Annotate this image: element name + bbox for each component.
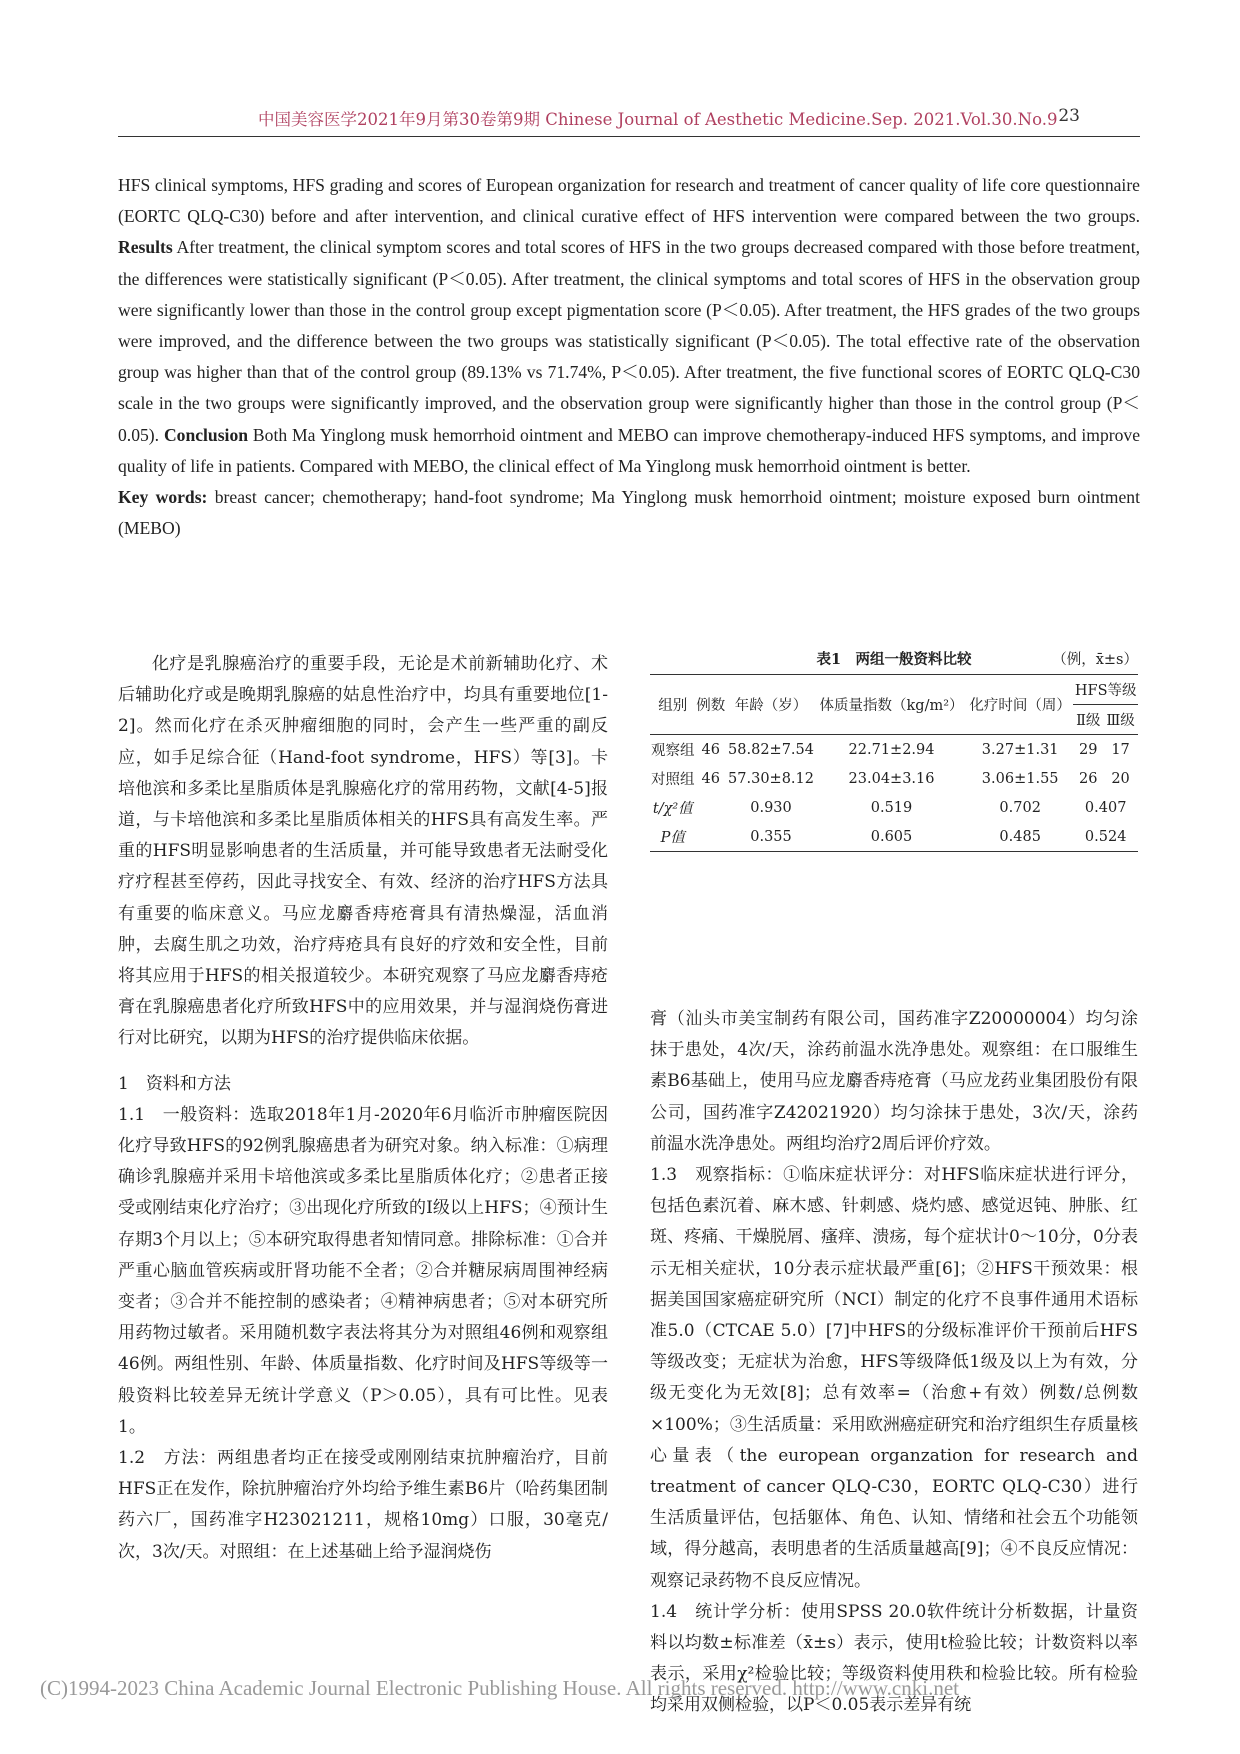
table-cell: 46 [701,741,720,758]
table-body [650,674,1138,852]
th-count: 例数 [696,675,726,735]
table-cell: 20 [1111,770,1130,787]
table-cell: 0.702 [999,799,1041,816]
table-cell: 0.605 [870,828,913,845]
keywords-label: Key words: [118,487,208,508]
table-cell: 17 [1111,741,1130,758]
table-cell: 对照组 [651,772,695,788]
table-cell: 0.524 [1084,828,1127,845]
keywords-text: breast cancer; chemotherapy; hand-foot syndrome; Ma Yinglong musk hemorrhoid ointment; moisture exposed burn ointment (MEBO) [118,487,1140,539]
table-title-text: 表1 两组一般资料比较 [816,651,972,668]
table-cell: 0.355 [750,828,792,845]
table-cell [696,793,726,822]
methods-continued: 膏（汕头市美宝制药有限公司，国药准字Z20000004）均匀涂抹于患处，4次/天，涂药前温水洗净患处。观察组：在口服维生素B6基础上，使用马应龙麝香痔疮膏（马应龙药业集团股份有限公司，国药准字Z42021920）均匀涂抹于患处，3次/天，涂药前温水洗净患处。两组均治疗2周后评价疗效。 [650,1009,1138,1154]
th-grade-2: Ⅱ级 [1073,705,1103,735]
conclusion-label: Conclusion [163,424,249,445]
section-1-4: 1.4 统计学分析：使用SPSS 20.0软件统计分析数据，计量资料以均数±标准差（x̄±s）表示，使用t检验比较；计数资料以率表示，采用χ²检验比较；等级资料使用秩和检验比较。所有检验均采用双侧检验，以P＜0.05表示差异有统 [650,1601,1138,1716]
table-cell: 57.30±8.12 [728,770,814,787]
th-chemo-time: 化疗时间（周） [967,675,1073,735]
table-cell [696,822,726,852]
keywords [118,482,1140,544]
table-1 [650,648,1138,852]
table-cell: P值 [660,830,685,846]
table-cell: 0.485 [999,828,1041,845]
right-column [650,1004,1138,1722]
table-cell: 29 [1079,741,1098,758]
th-grade-3: Ⅲ级 [1103,705,1138,735]
results-label: Results [118,237,173,258]
table-cell: 58.82±7.54 [728,741,814,758]
table-cell: t/χ²值 [652,801,693,817]
abstract-results-text: After treatment, the clinical symptom scores and total scores of HFS in the two groups decreased compared with those before treatment, the differences were statistically significant (P＜0.05). After treatment, the clinical symptoms and total scores of HFS in the observation group were significantly lower than those in the control group except pigmentation score (P＜0.05). After treatment, the HFS grades of the two groups were improved, and the difference between the two groups was statistically significant (P＜0.05). The total effective rate of the observation group was higher than that of the control group (89.13% vs 71.74%, P＜0.05). After treatment, the five functional scores of EORTC QLQ-C30 scale in the two groups were significantly improved, and the observation group were significantly higher than those in the control group (P＜0.05). [118,237,1140,445]
table-unit: （例，x̄±s） [1052,652,1138,668]
table-cell: 26 [1079,770,1098,787]
english-abstract [118,170,1140,544]
th-age: 年龄（岁） [726,675,816,735]
table-row [650,822,1138,852]
table-cell: 3.06±1.55 [981,770,1059,787]
table-cell: 0.930 [750,799,792,816]
left-column [118,649,608,1568]
table-row [650,793,1138,822]
table-cell: 46 [701,770,720,787]
abstract-conclusion-text: Both Ma Yinglong musk hemorrhoid ointment and MEBO can improve chemotherapy-induced HFS symptoms, and improve quality of life in patients. Compared with MEBO, the clinical effect of Ma Yinglong musk hemorrhoid ointment is better. [118,424,1141,476]
table-row [650,764,1138,793]
th-bmi: 体质量指数（kg/m²） [816,675,967,735]
copyright-footer: (C)1994-2023 China Academic Journal Electronic Publishing House. All rights reserved. http://www.cnki.net [40,1676,959,1700]
table-cell: 23.04±3.16 [848,770,935,787]
th-group: 组别 [650,675,696,735]
intro-paragraph: 化疗是乳腺癌治疗的重要手段，无论是术前新辅助化疗、术后辅助化疗或是晚期乳腺癌的姑息性治疗中，均具有重要地位[1-2]。然而化疗在杀灭肿瘤细胞的同时，会产生一些严重的副反应，如手足综合征（Hand-foot syndrome，HFS）等[3]。卡培他滨和多柔比星脂质体是乳腺癌化疗的常用药物，文献[4-5]报道，与卡培他滨和多柔比星脂质体相关的HFS具有高发生率。严重的HFS明显影响患者的生活质量，并可能导致患者无法耐受化疗疗程甚至停药，因此寻找安全、有效、经济的治疗HFS方法具有重要的临床意义。马应龙麝香痔疮膏具有清热燥湿，活血消肿，去腐生肌之功效，治疗痔疮具有良好的疗效和安全性，目前将其应用于HFS的相关报道较少。本研究观察了马应龙麝香痔疮膏在乳腺癌患者化疗所致HFS中的应用效果，并与湿润烧伤膏进行对比研究，以期为HFS的治疗提供临床依据。 [118,654,608,1049]
table-cell: 0.519 [870,799,913,816]
table-title [650,648,1138,674]
section-1-1: 1.1 一般资料：选取2018年1月-2020年6月临沂市肿瘤医院因化疗导致HFS的92例乳腺癌患者为研究对象。纳入标准：①病理确诊乳腺癌并采用卡培他滨或多柔比星脂质体化疗；②患者正接受或刚结束化疗治疗；③出现化疗所致的Ⅰ级以上HFS；④预计生存期3个月以上；⑤本研究取得患者知情同意。排除标准：①合并严重心脑血管疾病或肝肾功能不全者；②合并糖尿病周围神经病变者；③合并不能控制的感染者；④精神病患者；⑤对本研究所用药物过敏者。采用随机数字表法将其分为对照组46例和观察组46例。两组性别、年龄、体质量指数、化疗时间及HFS等级等一般资料比较差异无统计学意义（P＞0.05），具有可比性。见表1。 [118,1104,608,1437]
table-row [650,735,1138,765]
section-1-3: 1.3 观察指标：①临床症状评分：对HFS临床症状进行评分，包括色素沉着、麻木感、针刺感、烧灼感、感觉迟钝、肿胀、红斑、疼痛、干燥脱屑、瘙痒、溃疡，每个症状计0～10分，0分表示无相关症状，10分表示症状最严重[6]；②HFS干预效果：根据美国国家癌症研究所（NCI）制定的化疗不良事件通用术语标准5.0（CTCAE 5.0）[7]中HFS的分级标准评价干预前后HFS等级改变；无症状为治愈，HFS等级降低1级及以上为有效，分级无变化为无效[8]；总有效率=（治愈+有效）例数/总例数×100%；③生活质量：采用欧洲癌症研究和治疗组织生存质量核心量表（the european organzation for research and treatment of cancer QLQ-C30，EORTC QLQ-C30）进行生活质量评估，包括躯体、角色、认知、情绪和社会五个功能领域，得分越高，表明患者的生活质量越高[9]；④不良反应情况：观察记录药物不良反应情况。 [650,1165,1138,1591]
page-number: 23 [1058,106,1080,126]
abstract-body [118,170,1140,482]
th-hfs-grade: HFS等级 [1073,675,1138,705]
journal-title: 中国美容医学2021年9月第30卷第9期 Chinese Journal of Aesthetic Medicine.Sep. 2021.Vol.30.No.9 [258,110,1058,129]
table-cell: 3.27±1.31 [981,741,1059,758]
table-cell: 22.71±2.94 [848,741,935,758]
section-1-2: 1.2 方法：两组患者均正在接受或刚刚结束抗肿瘤治疗，目前HFS正在发作，除抗肿瘤治疗外均给予维生素B6片（哈药集团制药六厂，国药准字H23021211，规格10mg）口服，30毫克/次，3次/天。对照组：在上述基础上给予湿润烧伤 [118,1448,608,1562]
abstract-methods-text: HFS clinical symptoms, HFS grading and scores of European organization for research and treatment of cancer quality of life core questionnaire (EORTC QLQ-C30) before and after intervention, and clinical curative effect of HFS intervention were compared between the two groups. [118,175,1140,227]
table-cell: 0.407 [1084,799,1127,816]
running-header [118,102,1140,137]
section-heading-1: 1 资料和方法 [118,1073,231,1094]
table-cell: 观察组 [651,743,695,759]
